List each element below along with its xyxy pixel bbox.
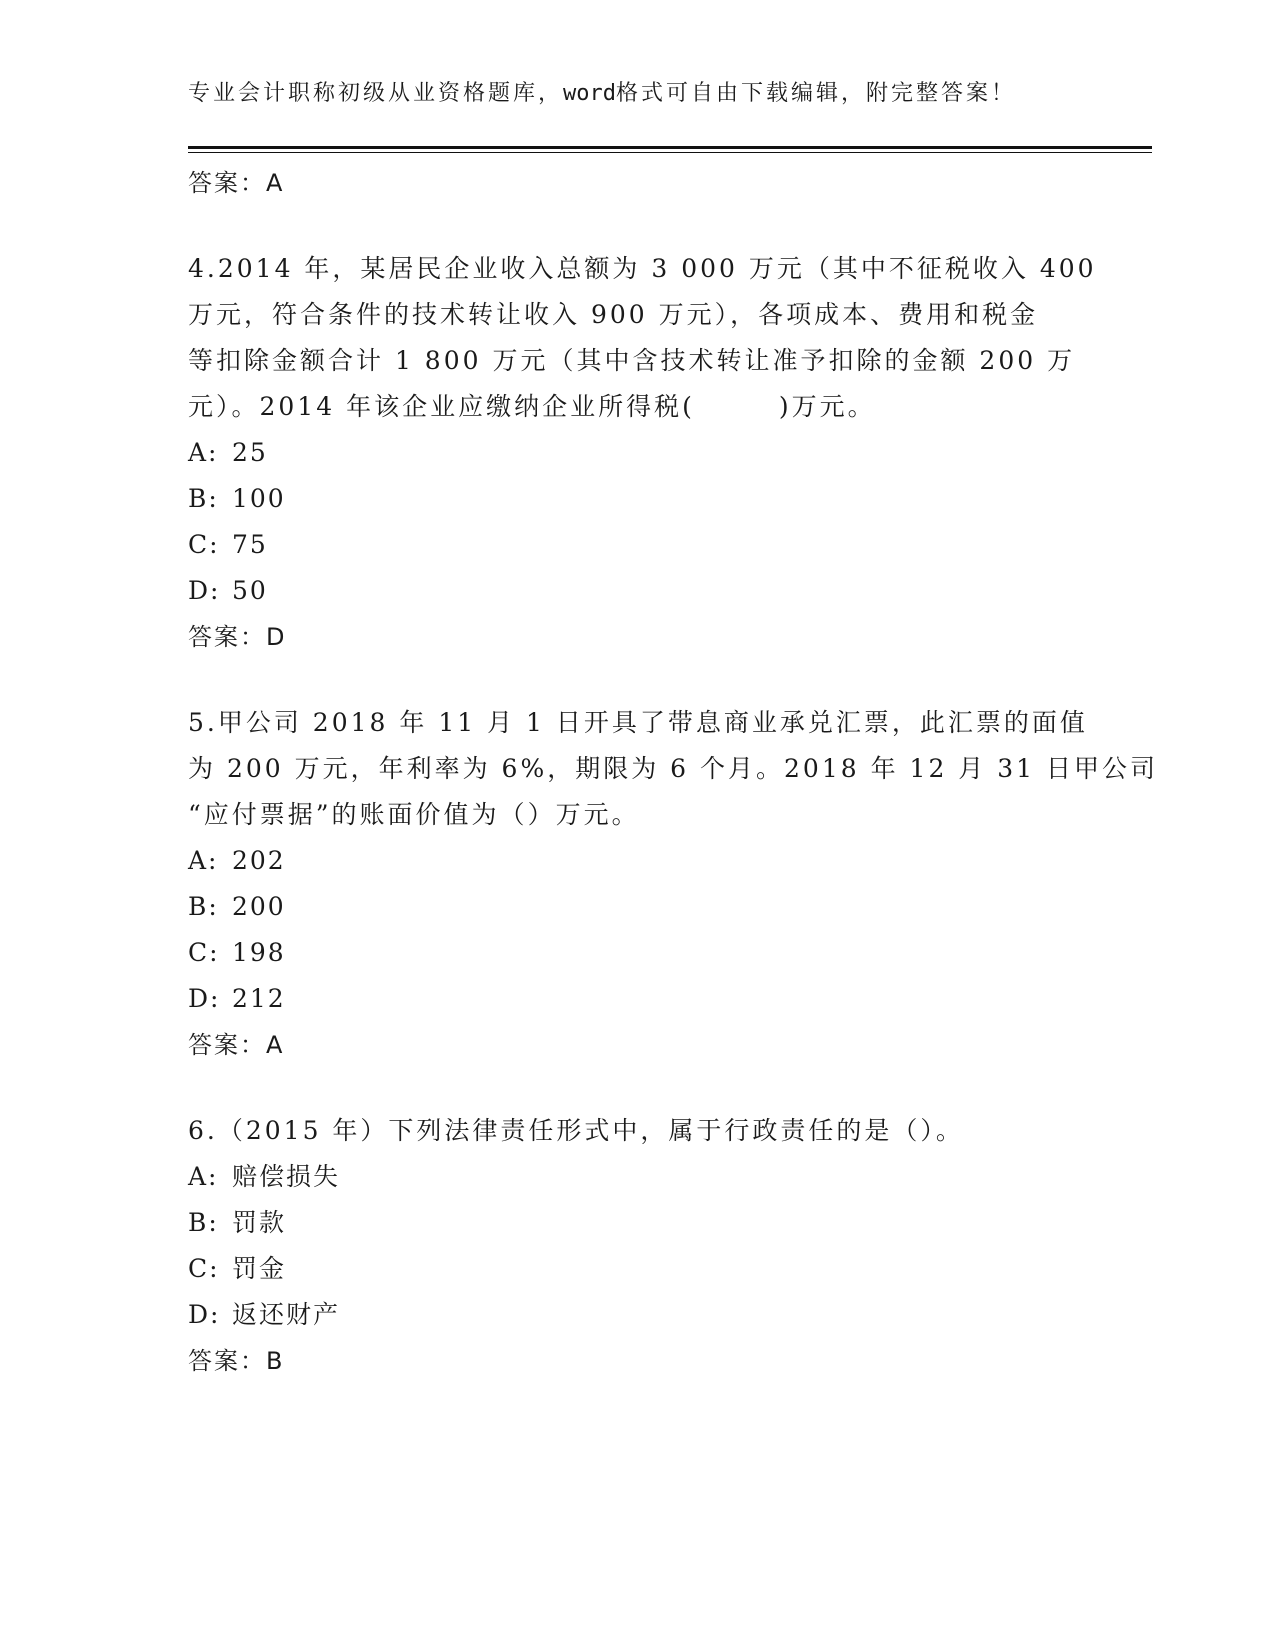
option-b xyxy=(188,884,1088,930)
previous-answer: 答案：A xyxy=(188,169,285,197)
option-c xyxy=(188,1246,1088,1292)
question-line: 等扣除金额合计 1 800 万元（其中含技术转让准予扣除的金额 200 万 xyxy=(188,346,1076,375)
option-text: 50 xyxy=(232,576,268,605)
option-key: A: xyxy=(188,846,219,875)
question-block xyxy=(188,246,1097,660)
spacer xyxy=(188,206,1088,246)
question-line: 元）。2014 年该企业应缴纳企业所得税( )万元。 xyxy=(188,392,876,421)
option-key: A: xyxy=(188,1162,219,1191)
option-c xyxy=(188,930,1088,976)
option-key: C: xyxy=(188,1254,220,1283)
question-list xyxy=(188,160,1158,1384)
option-text: 赔偿损失 xyxy=(232,1162,341,1191)
option-a xyxy=(188,1154,1088,1200)
header-text-after: 格式可自由下载编辑，附完整答案！ xyxy=(616,81,1017,106)
spacer xyxy=(188,660,1088,700)
option-key: A: xyxy=(188,438,219,467)
question-line: 为 200 万元，年利率为 6%，期限为 6 个月。2018 年 12 月 31 日甲公司 xyxy=(188,754,1158,783)
option-text: 返还财产 xyxy=(232,1300,341,1329)
option-text: 198 xyxy=(232,938,286,967)
question-line: 6.（2015 年）下列法律责任形式中，属于行政责任的是（）。 xyxy=(188,1116,964,1145)
option-a xyxy=(188,838,1088,884)
answer: 答案：B xyxy=(188,1347,285,1375)
answer: 答案：D xyxy=(188,623,287,651)
option-text: 100 xyxy=(232,484,286,513)
header-rule-thick xyxy=(188,146,1152,149)
option-text: 212 xyxy=(232,984,286,1013)
question-block xyxy=(188,1108,1088,1384)
option-key: C: xyxy=(188,530,220,559)
question-line: 5.甲公司 2018 年 11 月 1 日开具了带息商业承兑汇票，此汇票的面值 xyxy=(188,708,1088,737)
option-d xyxy=(188,1292,1088,1338)
option-text: 罚款 xyxy=(232,1208,287,1237)
option-text: 200 xyxy=(232,892,286,921)
option-text: 202 xyxy=(232,846,286,875)
option-d xyxy=(188,568,1088,614)
question-stem xyxy=(188,700,1158,838)
option-text: 75 xyxy=(232,530,268,559)
header-rule-thin xyxy=(188,152,1152,153)
option-d xyxy=(188,976,1088,1022)
option-b xyxy=(188,1200,1088,1246)
header-text-mono: word xyxy=(563,81,616,106)
option-text: 罚金 xyxy=(232,1254,287,1283)
page-header xyxy=(188,76,1016,107)
question-line: 4.2014 年，某居民企业收入总额为 3 000 万元（其中不征税收入 400 xyxy=(188,254,1097,283)
spacer xyxy=(188,1068,1088,1108)
option-b xyxy=(188,476,1088,522)
question-stem xyxy=(188,246,1097,430)
answer: 答案：A xyxy=(188,1031,285,1059)
header-text-before: 专业会计职称初级从业资格题库， xyxy=(188,81,564,106)
question-stem xyxy=(188,1108,1068,1154)
question-line: 万元，符合条件的技术转让收入 900 万元），各项成本、费用和税金 xyxy=(188,300,1039,329)
option-key: C: xyxy=(188,938,220,967)
option-c xyxy=(188,522,1088,568)
option-key: B: xyxy=(188,892,219,921)
option-key: B: xyxy=(188,1208,219,1237)
question-block xyxy=(188,700,1158,1068)
option-key: D: xyxy=(188,1300,221,1329)
option-a xyxy=(188,430,1088,476)
option-key: D: xyxy=(188,984,221,1013)
option-text: 25 xyxy=(232,438,268,467)
option-key: B: xyxy=(188,484,219,513)
option-key: D: xyxy=(188,576,221,605)
question-line: “应付票据”的账面价值为（）万元。 xyxy=(188,800,640,829)
